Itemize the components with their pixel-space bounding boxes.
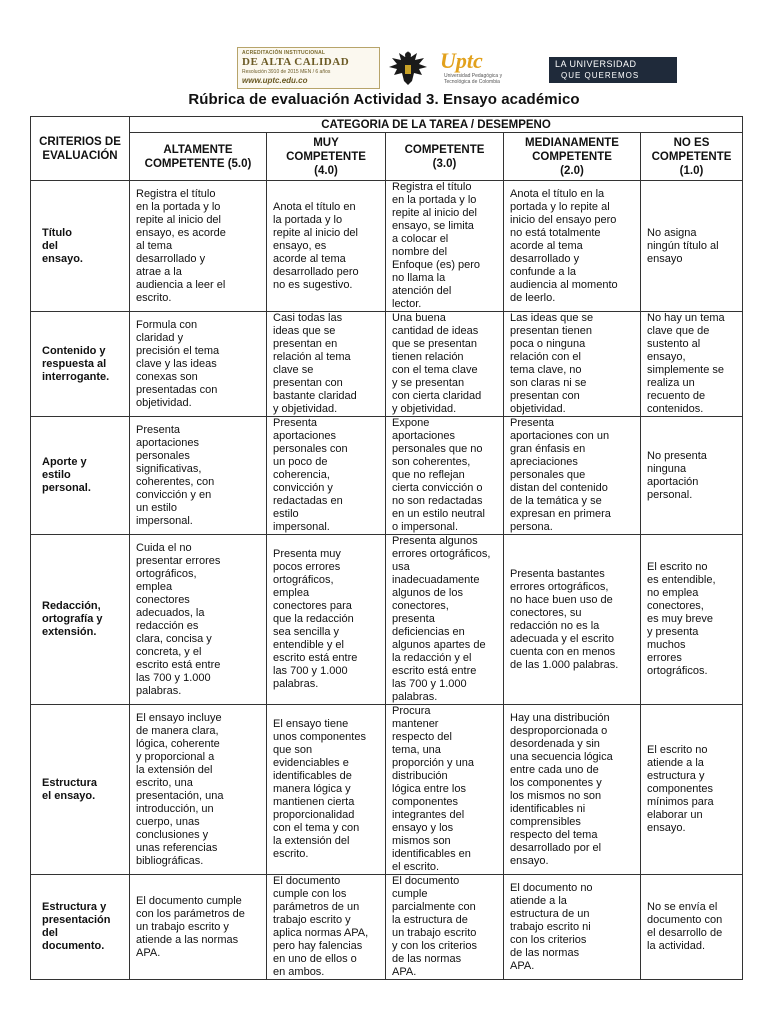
accreditation-url: www.uptc.edu.co [242,76,308,85]
rubric-cell: Registra el título en la portada y lo repite al inicio del ensayo, se limita a colocar el nombre del Enfoque (es) pero no llama la atención del lector. [386,181,504,312]
accreditation-logo [237,47,380,89]
category-header: CATEGORIA DE LA TAREA / DESEMPENO [130,117,743,133]
level-header: MUY COMPETENTE (4.0) [267,133,386,181]
accreditation-line2: DE ALTA CALIDAD [242,56,350,68]
table-row [31,312,743,417]
level-header: MEDIANAMENTE COMPETENTE (2.0) [504,133,641,181]
rubric-cell: No se envía el documento con el desarrollo de la actividad. [641,875,743,980]
uptc-logo-text: Uptc [440,48,483,73]
rubric-cell: El documento cumple con los parámetros de un trabajo escrito y atiende a las normas APA. [130,875,267,980]
rubric-cell: Formula con claridad y precisión el tema clave y las ideas conexas son presentadas con objetividad. [130,312,267,417]
eagle-crest-icon [386,47,430,89]
rubric-cell: El escrito no es entendible, no emplea conectores, es muy breve y presenta muchos errores ortográficos. [641,535,743,705]
rubric-cell: El documento cumple parcialmente con la estructura de un trabajo escrito y con los criterios de las normas APA. [386,875,504,980]
header-banner [237,47,677,89]
uptc-logo [440,48,542,88]
rubric-cell: Procura mantener respecto del tema, una proporción y una distribución lógica entre los componentes integrantes del ensayo y los mismos son identificables en el escrito. [386,705,504,875]
rubric-cell: No hay un tema clave que de sustento al ensayo, simplemente se realiza un recuento de contenidos. [641,312,743,417]
uptc-subtitle: Universidad Pedagógica y Tecnológica de Colombia [444,73,503,85]
rubric-cell: Anota el título en la portada y lo repite al inicio del ensayo, es acorde al tema desarrollado pero no es sugestivo. [267,181,386,312]
level-header: COMPETENTE (3.0) [386,133,504,181]
rubric-cell: Anota el título en la portada y lo repite al inicio del ensayo pero no está totalmente acorde al tema desarrollado y confunde a la audiencia al momento de leerlo. [504,181,641,312]
rubric-cell: Presenta aportaciones con un gran énfasis en apreciaciones personales que distan del contenido de la temática y se expresan en primera persona. [504,417,641,535]
rubric-cell: Expone aportaciones personales que no son coherentes, que no reflejan cierta convicción o no son redactadas en un estilo neutral o impersonal. [386,417,504,535]
slogan-line2: QUE QUEREMOS [561,71,640,80]
rubric-cell: Presenta aportaciones personales significativas, coherentes, con convicción y en un estilo impersonal. [130,417,267,535]
rubric-cell: Registra el título en la portada y lo repite al inicio del ensayo, es acorde al tema desarrollado y atrae a la audiencia a leer el escrito. [130,181,267,312]
rubric-cell: El documento no atiende a la estructura de un trabajo escrito ni con los criterios de las normas APA. [504,875,641,980]
rubric-cell: Hay una distribución desproporcionada o desordenada y sin una secuencia lógica entre cada uno de los componentes y los mismos no son identificables ni comprensibles respecto del tema desarrollado por el ensayo. [504,705,641,875]
rubric-cell: Presenta algunos errores ortográficos, usa inadecuadamente algunos de los conectores, presenta deficiencias en algunos apartes de la redacción y el escrito está entre las 700 y 1.000 palabras. [386,535,504,705]
rubric-cell: El escrito no atiende a la estructura y componentes mínimos para elaborar un ensayo. [641,705,743,875]
rubric-cell: Una buena cantidad de ideas que se presentan tienen relación con el tema clave y se presentan con cierta claridad y objetividad. [386,312,504,417]
criterion-cell: Redacción, ortografía y extensión. [31,535,130,705]
rubric-cell: No presenta ninguna aportación personal. [641,417,743,535]
level-header: ALTAMENTE COMPETENTE (5.0) [130,133,267,181]
slogan-box [549,57,677,83]
table-row [31,875,743,980]
rubric-cell: Cuida el no presentar errores ortográficos, emplea conectores adecuados, la redacción es clara, concisa y concreta, y el escrito está entre las 700 y 1.000 palabras. [130,535,267,705]
rubric-cell: Presenta bastantes errores ortográficos, no hace buen uso de conectores, su redacción no es la adecuada y el escrito cuenta con en menos de las 1.000 palabras. [504,535,641,705]
table-row [31,535,743,705]
rubric-cell: Presenta muy pocos errores ortográficos, emplea conectores para que la redacción sea sencilla y entendible y el escrito está entre las 700 y 1.000 palabras. [267,535,386,705]
slogan-line1: LA UNIVERSIDAD [555,59,637,69]
table-row [31,181,743,312]
table-row [31,705,743,875]
criterion-cell: Estructura el ensayo. [31,705,130,875]
rubric-cell: Las ideas que se presentan tienen poca o ninguna relación con el tema clave, no son claras ni se presentan con objetividad. [504,312,641,417]
accreditation-line1: ACREDITACIÓN INSTITUCIONAL [242,50,326,56]
rubric-cell: El ensayo incluye de manera clara, lógica, coherente y proporcional a la extensión del escrito, una presentación, una introducción, un cuerpo, unas conclusiones y unas referencias bibliográficas. [130,705,267,875]
document-title: Rúbrica de evaluación Actividad 3. Ensayo académico [188,91,580,108]
rubric-cell: El documento cumple con los parámetros de un trabajo escrito y aplica normas APA, pero hay falencias en uno de ellos o en ambos. [267,875,386,980]
criterion-cell: Título del ensayo. [31,181,130,312]
criterion-cell: Estructura y presentación del documento. [31,875,130,980]
level-header: NO ES COMPETENTE (1.0) [641,133,743,181]
criterion-cell: Aporte y estilo personal. [31,417,130,535]
rubric-cell: El ensayo tiene unos componentes que son evidenciables e identificables de manera lógica y mantienen cierta proporcionalidad con el tema y con la extensión del escrito. [267,705,386,875]
criteria-header: CRITERIOS DE EVALUACIÓN [31,117,130,181]
criterion-cell: Contenido y respuesta al interrogante. [31,312,130,417]
table-header-row [31,117,743,133]
accreditation-line3: Resolución 3910 de 2015 MEN / 6 años [242,69,331,75]
rubric-cell: Presenta aportaciones personales con un poco de coherencia, convicción y redactadas en estilo impersonal. [267,417,386,535]
rubric-cell: Casi todas las ideas que se presentan en relación al tema clave se presentan con bastante claridad y objetividad. [267,312,386,417]
rubric-cell: No asigna ningún título al ensayo [641,181,743,312]
table-row [31,417,743,535]
rubric-table [30,116,743,980]
levels-header-row [31,133,743,181]
